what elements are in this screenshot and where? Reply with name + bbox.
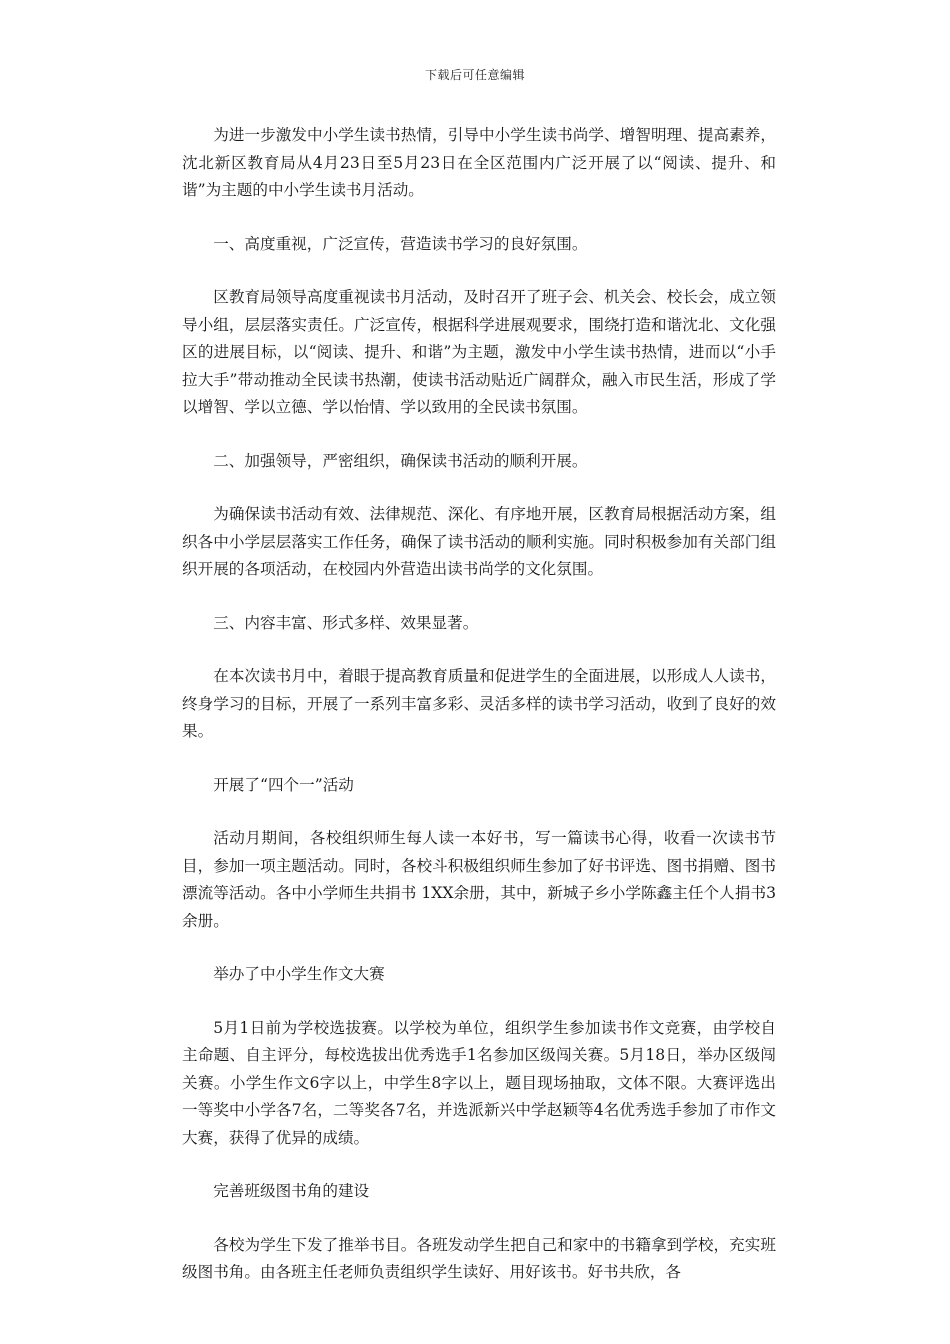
subheading-book-corner: 完善班级图书角的建设 — [213, 1182, 370, 1200]
four-ones-paragraph: 活动月期间，各校组织师生每人读一本好书，写一篇读书心得，收看一次读书节目，参加一项主题活动。同时，各校斗积极组织师生参加了好书评选、图书捐赠、图书漂流等活动。各中小学师生共捐书 1XX余册，其中，新城子乡小学陈鑫主任个人捐书3余册。 — [182, 829, 776, 930]
book-corner-paragraph: 各校为学生下发了推举书目。各班发动学生把自己和家中的书籍拿到学校，充实班级图书角。由各班主任老师负责组织学生读好、用好该书。好书共欣，各 — [182, 1235, 776, 1281]
section-2-paragraph: 为确保读书活动有效、法律规范、深化、有序地开展，区教育局根据活动方案，组织各中小学层层落实工作任务，确保了读书活动的顺利实施。同时积极参加有关部门组织开展的各项活动，在校园内外营造出读书尚学的文化氛围。 — [182, 505, 776, 578]
essay-contest-paragraph: 5月1日前为学校选拔赛。以学校为单位，组织学生参加读书作文竞赛，由学校自主命题、自主评分，每校选拔出优秀选手1名参加区级闯关赛。5月18日，举办区级闯关赛。小学生作文6字以上，中学生8字以上，题目现场抽取，文体不限。大赛评选出一等奖中小学各7名，二等奖各7名，并选派新兴中学赵颖等4名优秀选手参加了市作文大赛，获得了优异的成绩。 — [182, 1018, 776, 1147]
section-heading-3: 三、内容丰富、形式多样、效果显著。 — [213, 613, 479, 632]
subheading-four-ones: 开展了“四个一”活动 — [213, 775, 354, 794]
section-heading-1: 一、高度重视，广泛宣传，营造读书学习的良好氛围。 — [213, 234, 588, 253]
subheading-essay-contest: 举办了中小学生作文大赛 — [213, 965, 385, 983]
section-3-paragraph: 在本次读书月中，着眼于提高教育质量和促进学生的全面进展，以形成人人读书，终身学习的目标，开展了一系列丰富多彩、灵活多样的读书学习活动，收到了良好的效果。 — [182, 667, 776, 740]
intro-paragraph: 为进一步激发中小学生读书热情，引导中小学生读书尚学、增智明理、提高素养，沈北新区教育局从4月23日至5月23日在全区范围内广泛开展了以“阅读、提升、和谐”为主题的中小学生读书月活动。 — [182, 126, 776, 199]
header-note: 下载后可任意编辑 — [424, 68, 525, 82]
section-heading-2: 二、加强领导，严密组织，确保读书活动的顺利开展。 — [213, 451, 588, 470]
document-body — [182, 122, 776, 1313]
section-1-paragraph: 区教育局领导高度重视读书月活动，及时召开了班子会、机关会、校长会，成立领导小组，层层落实责任。广泛宣传，根据科学进展观要求，围绕打造和谐沈北、文化强区的进展目标，以“阅读、提升、和谐”为主题，激发中小学生读书热情，进而以“小手拉大手”带动推动全民读书热潮，使读书活动贴近广阔群众，融入市民生活，形成了学以增智、学以立德、学以怡情、学以致用的全民读书氛围。 — [182, 288, 776, 416]
